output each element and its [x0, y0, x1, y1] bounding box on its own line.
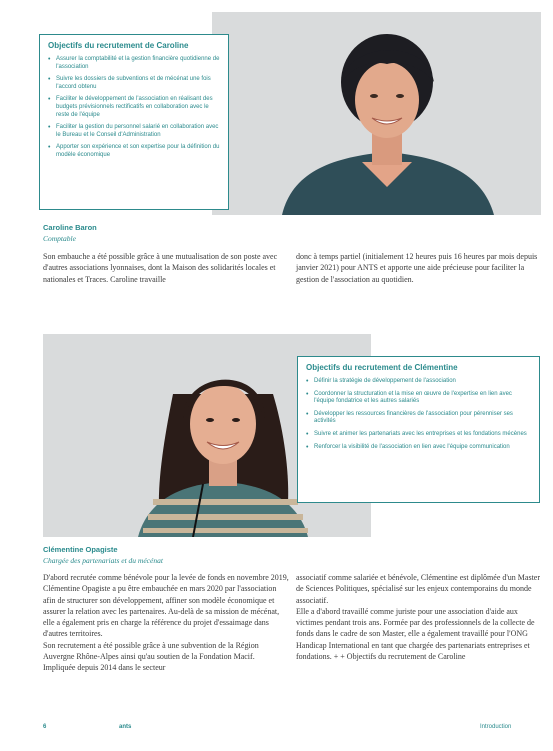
caroline-objectives-box — [39, 34, 229, 210]
caroline-role: Comptable — [43, 234, 76, 243]
clementine-objectives-list — [306, 378, 531, 451]
list-item: • Renforcer la visibilité de l'association en lien avec l'équipe communication — [306, 443, 510, 451]
caroline-photo — [212, 12, 541, 215]
clementine-role: Chargée des partenariats et du mécénat — [43, 556, 163, 565]
caroline-objectives-title: Objectifs du recrutement de Caroline — [48, 41, 189, 50]
bullet-icon: • — [48, 76, 51, 84]
list-item: • Faciliter la gestion du personnel salarié en collaboration avec le Bureau et le Conseil d'Administration — [48, 124, 219, 138]
clementine-objectives-title: Objectifs du recrutement de Clémentine — [306, 363, 458, 372]
footer-section: Introduction — [480, 724, 512, 730]
clementine-name: Clémentine Opagiste — [43, 545, 118, 554]
bullet-icon: • — [306, 430, 309, 438]
clementine-objectives-box — [297, 356, 540, 503]
caroline-objectives-list — [48, 56, 220, 160]
bullet-icon: • — [306, 390, 309, 398]
caroline-text-col2: donc à temps partiel (initialement 12 heures puis 16 heures par mois depuis janvier 2021) pour ANTS et apporte une aide précieuse pour faciliter la gestion de l'association au quotidien. — [296, 252, 538, 284]
bullet-icon: • — [48, 124, 51, 132]
bullet-icon: • — [48, 144, 51, 152]
list-item: • Définir la stratégie de développement de l'association — [306, 378, 456, 385]
list-item: • Assurer la comptabilité et la gestion financière quotidienne de l'association — [48, 56, 220, 70]
list-item: • Apporter son expérience et son expertise pour la définition du modèle économique — [48, 144, 220, 158]
caroline-text-col1: Son embauche a été possible grâce à une mutualisation de son poste avec d'autres associations lyonnaises, dont la Maison des solidarités locales et nationales et Traces. Caroline travaille — [43, 252, 278, 284]
bullet-icon: • — [306, 378, 309, 385]
clementine-text-col1: D'abord recrutée comme bénévole pour la levée de fonds en novembre 2019, Clémentine Opagiste a pu être embauchée en mars 2020 par l'association afin de structurer son développement, affiner son modèle économique et assurer la relation avec les partenaires. Au-delà de sa mission de mécénat, elle a également pris en charge la référence du projet d'essaimage dans d'autres territoires. Son recrutement a été possible grâce à une subvention de la Région Auvergne Rhône-Alpes ainsi qu'au soutien de la Fondation Macif. Impliquée depuis 2014 dans le secteur — [43, 573, 289, 673]
list-item: • Suivre les dossiers de subventions et de mécénat une fois l'accord obtenu — [48, 76, 211, 90]
list-item: • Faciliter le développement de l'association en réalisant des budgets prévisionnels rectificatifs en collaboration avec le reste de l'équipe — [48, 96, 213, 118]
page-number: 6 — [43, 724, 47, 730]
caroline-portrait-illustration — [212, 12, 541, 215]
footer-org-logo: ants — [119, 724, 132, 730]
list-item: • Développer les ressources financières de l'association pour pérenniser ses activités — [306, 410, 513, 425]
bullet-icon: • — [306, 410, 309, 418]
bullet-icon: • — [306, 443, 309, 451]
clementine-text-col2: associatif comme salariée et bénévole, Clémentine est diplômée d'un Master de Sciences Politiques, spécialisé sur les enjeux contemporains du monde associatif. Elle a d'abord travaillé comme juriste pour une association d'aide aux victimes pendant trois ans. Formée par des professionnels de la collecte de fonds dans le cadre de son Master, elle a également travaillé pour l'ONG Handicap International en tant que chargée des partenariats entreprises et fondations. + + Objectifs du recrutement de Caroline — [296, 573, 541, 662]
list-item: • Coordonner la structuration et la mise en œuvre de l'expertise en lien avec l'équipe fondatrice et les autres salariés — [306, 390, 512, 405]
bullet-icon: • — [48, 96, 51, 104]
bullet-icon: • — [48, 56, 51, 63]
list-item: • Suivre et animer les partenariats avec les entreprises et les fondations mécènes — [306, 430, 527, 438]
caroline-name: Caroline Baron — [43, 223, 97, 232]
